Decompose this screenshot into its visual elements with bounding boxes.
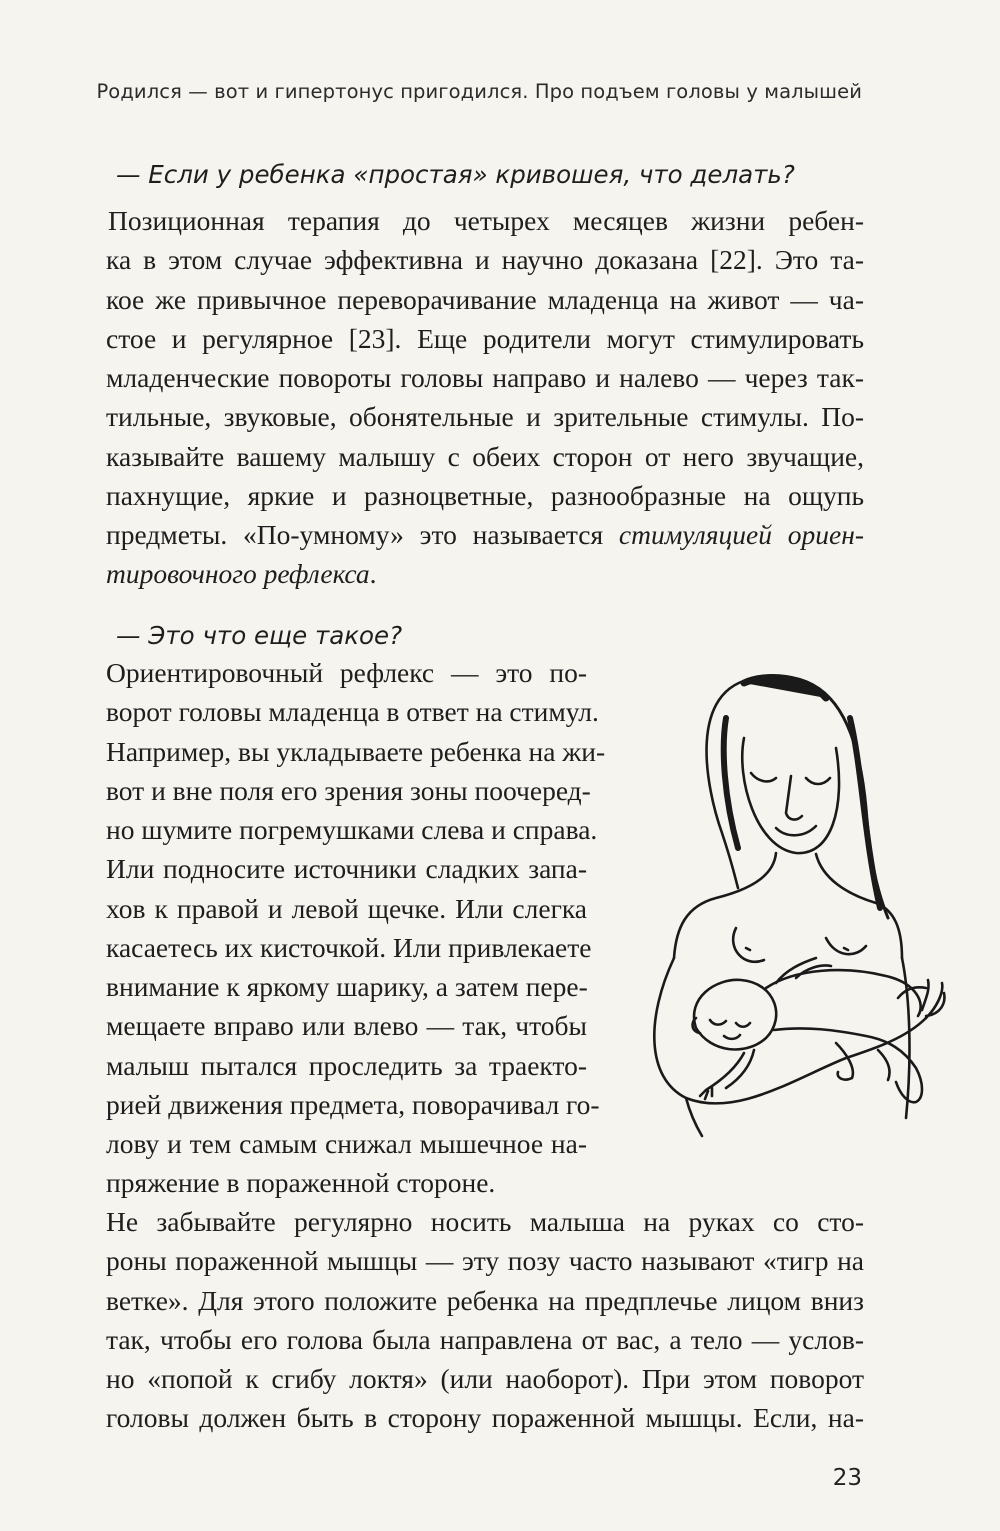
text-line: кое же привычное переворачивание младенца на живот — ча-: [106, 283, 864, 315]
text-line: рией движения предмета, поворачивал го-: [106, 1088, 600, 1120]
text-line: [106, 554, 864, 593]
text-line: лову и тем самым снижал мышечное на-: [106, 1128, 587, 1159]
text-line: малыш пытался проследить за траекто-: [106, 1049, 587, 1081]
text-line: ветке». Для этого положите ребенка на предплечье лицом вниз: [106, 1284, 864, 1316]
text-line: мещаете вправо или влево — так, чтобы: [106, 1010, 587, 1042]
italic-term: стимуляцией ориен-: [618, 519, 864, 550]
text-line: младенческие повороты головы направо и налево — через так-: [106, 362, 864, 393]
text-line: так, чтобы его голова была направлена от вас, а тело — услов-: [106, 1323, 864, 1355]
text-line: хов к правой и левой щечке. Или слегка: [106, 892, 587, 924]
text-line: касаетесь их кисточкой. Или привлекаете: [106, 931, 592, 963]
italic-term: тировочного рефлекса: [106, 558, 370, 590]
text-line: тильные, звуковые, обонятельные и зрительные стимулы. По-: [106, 401, 864, 433]
paragraph-orienting-reflex: [106, 653, 606, 1203]
text-line: Не забывайте регулярно носить малыша на руках со сто-: [106, 1206, 864, 1237]
text-line: Ориентировочный рефлекс — это по-: [106, 657, 587, 688]
text-line: Или подносите источники сладких запа-: [106, 853, 587, 885]
text-line: но шумите погремушками слева и справа.: [106, 814, 598, 845]
mother-and-baby-illustration: [626, 658, 946, 1148]
text-line: головы должен быть в сторону пораженной мышцы. Если, на-: [106, 1402, 864, 1434]
text-line: внимание к яркому шарику, а затем пере-: [106, 971, 588, 1002]
text-fragment: предметы. «По-умному» это называется: [106, 519, 604, 550]
text-line: но «попой к сгибу локтя» (или наоборот). При этом поворот: [106, 1363, 864, 1394]
text-line: роны пораженной мышцы — эту позу часто называют «тигр на: [106, 1245, 864, 1277]
text-line: вот и вне поля его зрения зоны поочеред-: [106, 774, 591, 806]
text-line: [106, 515, 864, 554]
text-line: ворот головы младенца в ответ на стимул.: [106, 696, 599, 728]
page-number: 23: [832, 1465, 862, 1491]
text-line: ка в этом случае эффективна и научно доказана [22]. Это та-: [106, 244, 864, 276]
text-fragment: .: [369, 558, 377, 590]
text-line: пряжение в пораженной стороне.: [106, 1167, 496, 1199]
text-line: Например, вы укладываете ребенка на жи-: [106, 735, 606, 767]
paragraph-tiger-in-tree: [106, 1202, 864, 1438]
text-line: казывайте вашему малышу с обеих сторон от него звучащие,: [106, 440, 864, 472]
paragraph-positional-therapy: [106, 201, 864, 594]
text-line: Позиционная терапия до четырех месяцев жизни ребен-: [108, 205, 864, 236]
question-heading-reflex: — Это что еще такое?: [116, 621, 403, 650]
running-title: Родился — вот и гипертонус пригодился. Про подъем головы у малышей: [96, 80, 862, 103]
text-line: пахнущие, яркие и разноцветные, разнообразные на ощупь: [106, 479, 864, 511]
question-heading-torticollis: — Если у ребенка «простая» кривошея, что делать?: [116, 160, 795, 189]
text-line: стое и регулярное [23]. Еще родители могут стимулировать: [106, 322, 864, 354]
